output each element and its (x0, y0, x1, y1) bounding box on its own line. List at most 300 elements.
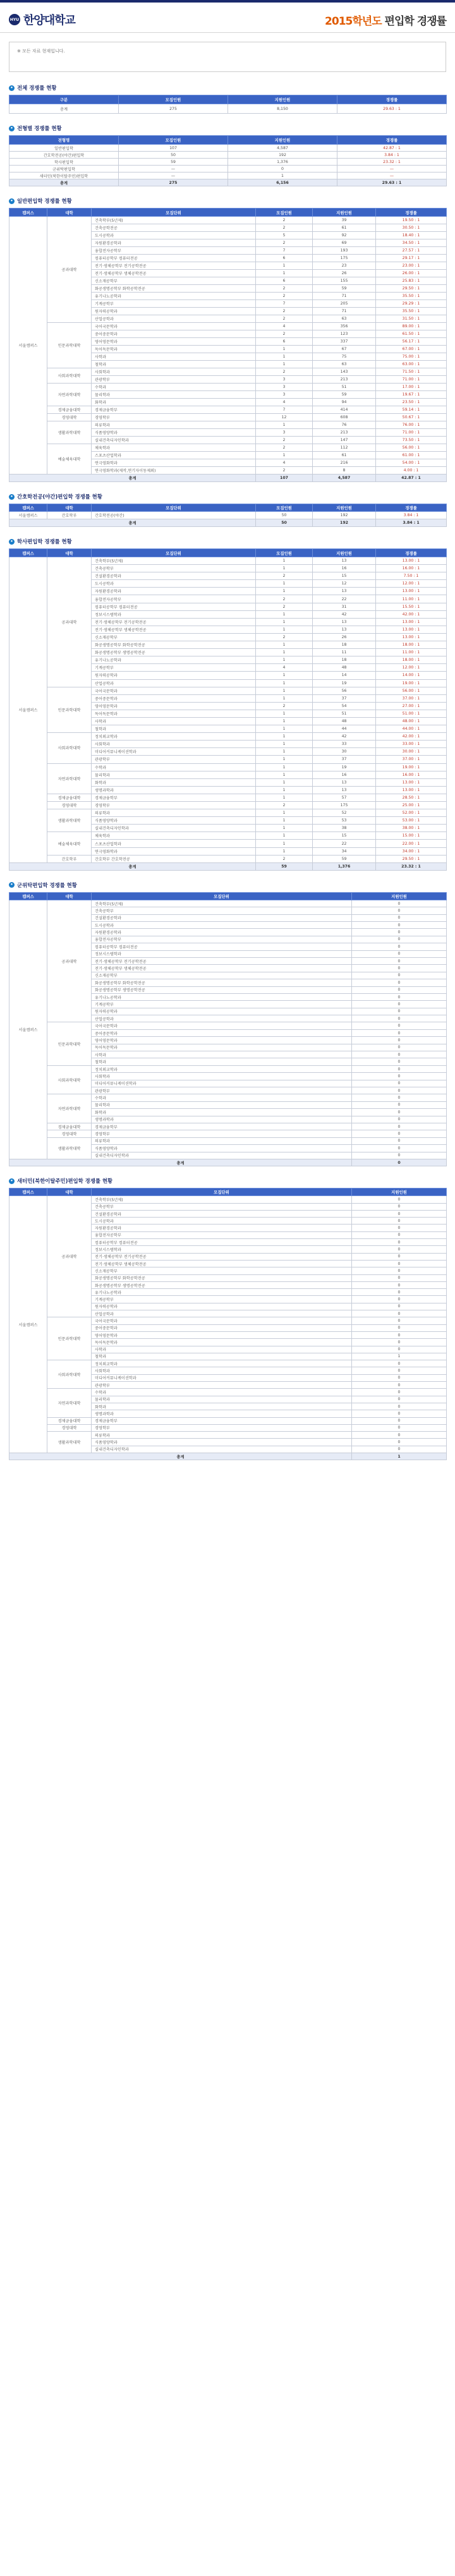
table-row (9, 159, 447, 166)
university-logo[interactable] (9, 11, 75, 28)
data-cell: 1 (256, 580, 313, 588)
rate-cell: 13.00 : 1 (376, 633, 447, 641)
unit-cell: 경제금융학부 (92, 1417, 352, 1424)
unit-cell: 화학과 (92, 778, 256, 786)
data-cell: 53 (313, 817, 376, 825)
column-header: 지원인원 (228, 95, 337, 104)
rate-cell: 42.87 : 1 (376, 475, 447, 482)
data-cell: 2 (256, 595, 313, 603)
data-cell: 13 (313, 778, 376, 786)
data-cell: 1 (256, 610, 313, 618)
section-title (9, 878, 446, 892)
unit-cell: 전기·생체공학부 생체공학전공 (92, 270, 256, 277)
data-cell: 0 (352, 1253, 447, 1260)
data-cell: 0 (352, 1037, 447, 1044)
data-cell: 22 (313, 595, 376, 603)
unit-cell: 관광학부 (92, 1382, 352, 1389)
unit-cell: 관광학부 (92, 376, 256, 384)
data-cell: 0 (352, 1317, 447, 1324)
unit-cell: 정치외교학과 (92, 1065, 352, 1072)
data-cell: 42 (313, 610, 376, 618)
data-cell: 175 (313, 802, 376, 809)
rate-cell: 67.00 : 1 (376, 346, 447, 353)
rate-cell: 71.00 : 1 (376, 429, 447, 437)
rate-cell: 29.63 : 1 (337, 104, 447, 114)
data-cell: 1 (228, 172, 337, 179)
data-cell: 0 (352, 1289, 447, 1296)
data-cell: 275 (119, 179, 228, 186)
data-cell: 12 (256, 414, 313, 421)
unit-cell: 독어독문학과 (92, 710, 256, 717)
data-cell: 50 (256, 512, 313, 519)
column-header: 경쟁률 (337, 95, 447, 104)
table-row (9, 1022, 447, 1029)
data-cell: 6 (256, 338, 313, 346)
unit-cell: 체육학과 (92, 444, 256, 452)
college-cell: 자연과학대학 (47, 1094, 92, 1123)
data-cell: 1 (256, 794, 313, 801)
data-cell: 192 (313, 519, 376, 527)
rate-cell: 50.67 : 1 (376, 414, 447, 421)
data-cell: 52 (313, 809, 376, 817)
rate-cell: 25.00 : 1 (376, 802, 447, 809)
data-cell: 1 (256, 262, 313, 270)
data-cell: 193 (313, 247, 376, 255)
data-cell: 총계 (9, 179, 119, 186)
data-cell: 0 (352, 1022, 447, 1029)
table-header-row (9, 549, 447, 557)
data-cell: 5 (256, 232, 313, 239)
campus-cell: 서울캠퍼스 (9, 217, 47, 475)
unit-cell: 융합전자공학부 (92, 1231, 352, 1238)
college-cell: 공과대학 (47, 1196, 92, 1317)
data-cell: 2 (256, 572, 313, 580)
data-cell: 61 (313, 452, 376, 459)
unit-cell: 전기·생체공학부 전기공학전공 (92, 957, 352, 964)
data-cell: 7 (256, 406, 313, 414)
rate-cell: 16.00 : 1 (376, 565, 447, 572)
table-row (9, 166, 447, 172)
data-cell: 18 (313, 656, 376, 664)
column-header: 모집인원 (119, 136, 228, 145)
table-row (9, 414, 447, 421)
unit-cell: 자원환경공학과 (92, 929, 352, 936)
table-row (9, 406, 447, 414)
rate-cell: 11.00 : 1 (376, 595, 447, 603)
column-header: 모집인원 (256, 504, 313, 512)
table-row (9, 1123, 447, 1130)
table-s5 (9, 548, 447, 871)
section-title (9, 194, 446, 208)
unit-cell: 스포츠산업학과 (92, 840, 256, 847)
data-cell: 1 (256, 725, 313, 733)
data-cell: 0 (352, 1218, 447, 1225)
data-cell: 4 (256, 399, 313, 406)
unit-cell: 생명과학과 (92, 1116, 352, 1123)
unit-cell: 수학과 (92, 763, 256, 771)
rate-cell: 27.00 : 1 (376, 702, 447, 710)
unit-cell: 기계공학부 (92, 1296, 352, 1303)
college-cell: 예술체육대학 (47, 444, 92, 475)
column-header: 모집단위 (92, 892, 352, 900)
data-cell: 1 (256, 588, 313, 595)
college-cell: 인문과학대학 (47, 1317, 92, 1360)
campus-cell: 서울캠퍼스 (9, 1196, 47, 1453)
data-cell: 1 (256, 840, 313, 847)
unit-cell: 미디어커뮤니케이션학과 (92, 748, 256, 756)
college-cell: 공과대학 (47, 900, 92, 1022)
college-cell: 생활과학대학 (47, 1432, 92, 1453)
total-row (9, 1453, 447, 1460)
table-header-row (9, 504, 447, 512)
rate-cell: 19.00 : 1 (376, 763, 447, 771)
college-cell: 경제금융대학 (47, 1417, 92, 1424)
data-cell: 92 (313, 232, 376, 239)
data-cell: 94 (313, 399, 376, 406)
data-cell: 13 (313, 786, 376, 794)
rate-cell: 13.00 : 1 (376, 786, 447, 794)
data-cell: 69 (313, 239, 376, 247)
rate-cell: 13.00 : 1 (376, 618, 447, 626)
unit-cell: 화학과 (92, 1403, 352, 1410)
data-cell: 0 (352, 1101, 447, 1108)
unit-cell: 의류학과 (92, 809, 256, 817)
data-cell: 1 (256, 421, 313, 429)
rate-cell: 19.50 : 1 (376, 217, 447, 224)
data-cell: 19 (313, 763, 376, 771)
unit-cell: 건설환경공학과 (92, 572, 256, 580)
data-cell: 0 (352, 1094, 447, 1101)
unit-cell: 기계공학부 (92, 300, 256, 308)
data-cell: 0 (352, 900, 447, 907)
data-cell: 1 (256, 270, 313, 277)
data-cell: 1 (256, 557, 313, 565)
data-cell: 275 (119, 104, 228, 114)
data-cell: 0 (352, 1196, 447, 1203)
data-cell: 48 (313, 664, 376, 672)
college-cell: 경제금융대학 (47, 406, 92, 414)
data-cell: 0 (352, 929, 447, 936)
data-cell: 0 (352, 965, 447, 972)
data-cell: 8,150 (228, 104, 337, 114)
data-cell: 205 (313, 300, 376, 308)
section-title-text: 간호학전공(야간)편입학 경쟁률 현황 (17, 493, 102, 500)
rate-cell: 52.00 : 1 (376, 809, 447, 817)
data-cell: 2 (256, 437, 313, 444)
unit-cell: 물리학과 (92, 1101, 352, 1108)
college-cell: 사회과학대학 (47, 368, 92, 384)
rate-cell: 44.00 : 1 (376, 725, 447, 733)
rate-cell: 29.63 : 1 (337, 179, 447, 186)
unit-cell: 국어국문학과 (92, 1022, 352, 1029)
data-cell: 6 (256, 255, 313, 262)
total-label: 총계 (9, 862, 256, 870)
college-cell: 자연과학대학 (47, 384, 92, 406)
table-header-row (9, 209, 447, 217)
data-cell: 2 (256, 467, 313, 475)
unit-cell: 도시공학과 (92, 1218, 352, 1225)
data-cell: 0 (352, 1432, 447, 1439)
rate-cell: 15.50 : 1 (376, 603, 447, 610)
column-header: 모집단위 (92, 1188, 352, 1196)
unit-cell: 독어독문학과 (92, 346, 256, 353)
column-header: 캠퍼스 (9, 504, 47, 512)
column-header: 대학 (47, 504, 92, 512)
data-cell: 2 (256, 330, 313, 338)
data-cell: 0 (352, 1331, 447, 1338)
rate-cell: 76.00 : 1 (376, 421, 447, 429)
college-cell: 생활과학대학 (47, 809, 92, 832)
table-row (9, 1094, 447, 1101)
rate-cell: 19.67 : 1 (376, 391, 447, 399)
data-cell: 군위탁편입학 (9, 166, 119, 172)
rate-cell: 26.00 : 1 (376, 270, 447, 277)
table-row (9, 557, 447, 565)
unit-cell: 원자력공학과 (92, 1303, 352, 1310)
rate-cell: 4.00 : 1 (376, 467, 447, 475)
data-cell: 0 (352, 993, 447, 1000)
data-cell: 2 (256, 308, 313, 315)
data-cell: 1 (256, 626, 313, 633)
data-cell: 2 (256, 368, 313, 376)
data-cell: 0 (352, 1403, 447, 1410)
data-cell: 0 (352, 1145, 447, 1152)
unit-cell: 중어중문학과 (92, 330, 256, 338)
data-cell: 0 (352, 1246, 447, 1253)
rate-cell: 18.00 : 1 (376, 656, 447, 664)
college-cell: 경제금융대학 (47, 794, 92, 801)
table-row (9, 802, 447, 809)
rate-cell: 42.87 : 1 (337, 145, 447, 152)
data-cell: 22 (313, 840, 376, 847)
data-cell: 0 (352, 979, 447, 986)
rate-cell: 12.00 : 1 (376, 580, 447, 588)
rate-cell: 13.00 : 1 (376, 588, 447, 595)
unit-cell: 건축공학부 (92, 907, 352, 914)
table-s2 (9, 135, 447, 186)
table-row (9, 1317, 447, 1324)
unit-cell: 사학과 (92, 1051, 352, 1058)
data-cell: 0 (352, 1310, 447, 1317)
table-row (9, 1417, 447, 1424)
table-row (9, 179, 447, 186)
table-s6 (9, 892, 447, 1166)
data-cell: 1 (256, 741, 313, 748)
data-cell: 0 (352, 1065, 447, 1072)
rate-cell: 71.50 : 1 (376, 368, 447, 376)
unit-cell: 산업공학과 (92, 315, 256, 323)
section-title-text: 일반편입학 경쟁률 현황 (17, 198, 72, 204)
data-cell: 1 (256, 618, 313, 626)
table-row (9, 421, 447, 429)
column-header: 경쟁률 (376, 549, 447, 557)
rate-cell: 28.50 : 1 (376, 794, 447, 801)
section-title (9, 490, 446, 504)
unit-cell: 의류학과 (92, 421, 256, 429)
column-header: 캠퍼스 (9, 892, 47, 900)
data-cell: 1 (256, 733, 313, 741)
rate-cell: 22.00 : 1 (376, 840, 447, 847)
unit-cell: 관광학부 (92, 1087, 352, 1094)
data-cell: 2 (256, 315, 313, 323)
table-row (9, 809, 447, 817)
data-cell: 6,156 (228, 179, 337, 186)
unit-cell: 융합전자공학부 (92, 936, 352, 943)
rate-cell: 51.00 : 1 (376, 710, 447, 717)
unit-cell: 화공생명공학부 생명공학전공 (92, 1281, 352, 1288)
column-header: 경쟁률 (376, 504, 447, 512)
data-cell: 14 (313, 672, 376, 679)
data-cell: 1 (256, 672, 313, 679)
unit-cell: 중어중문학과 (92, 1029, 352, 1036)
table-s3 (9, 208, 447, 482)
data-cell: 0 (352, 1374, 447, 1381)
column-header: 모집인원 (119, 95, 228, 104)
unit-cell: 경영학부 (92, 414, 256, 421)
data-cell: 2 (256, 702, 313, 710)
unit-cell: 정보시스템학과 (92, 1246, 352, 1253)
college-cell: 예술체육대학 (47, 832, 92, 855)
unit-cell: 유기나노공학과 (92, 993, 352, 1000)
data-cell: 0 (352, 1087, 447, 1094)
college-cell: 인문과학대학 (47, 1022, 92, 1065)
column-header: 구분 (9, 95, 119, 104)
rate-cell: 56.17 : 1 (376, 338, 447, 346)
data-cell: 71 (313, 293, 376, 300)
unit-cell: 컴퓨터공학부 컴퓨터전공 (92, 603, 256, 610)
total-row (9, 519, 447, 527)
data-cell: 0 (352, 957, 447, 964)
unit-cell: 스포츠산업학과 (92, 452, 256, 459)
college-cell: 공과대학 (47, 217, 92, 323)
table-row (9, 794, 447, 801)
unit-cell: 건설환경공학과 (92, 1210, 352, 1217)
data-cell: 0 (352, 1360, 447, 1367)
unit-cell: 영어영문학과 (92, 702, 256, 710)
unit-cell: 생명과학과 (92, 1410, 352, 1417)
column-header: 모집단위 (92, 209, 256, 217)
data-cell: 0 (352, 986, 447, 993)
section-title (9, 535, 446, 548)
data-cell: 155 (313, 277, 376, 285)
data-cell: 2 (256, 444, 313, 452)
unit-cell: 유기나노공학과 (92, 293, 256, 300)
campus-cell: 서울캠퍼스 (9, 512, 47, 519)
rate-cell: 37.00 : 1 (376, 694, 447, 702)
table-row (9, 104, 447, 114)
unit-cell: 사학과 (92, 353, 256, 361)
unit-cell: 원자력공학과 (92, 672, 256, 679)
data-cell: 3 (256, 391, 313, 399)
data-cell: 0 (352, 1109, 447, 1116)
unit-cell: 융합전자공학부 (92, 247, 256, 255)
college-cell: 사회과학대학 (47, 1065, 92, 1094)
data-cell: 213 (313, 429, 376, 437)
unit-cell: 전기·생체공학부 전기공학전공 (92, 1253, 352, 1260)
table-row (9, 1424, 447, 1431)
data-cell: 2 (256, 855, 313, 862)
data-cell: 107 (119, 145, 228, 152)
data-cell: 3 (256, 376, 313, 384)
data-cell: 2 (256, 293, 313, 300)
data-cell: 1 (256, 847, 313, 855)
table-row (9, 368, 447, 376)
data-cell: 0 (352, 1008, 447, 1015)
data-cell: 2 (256, 285, 313, 293)
unit-cell: 영어영문학과 (92, 338, 256, 346)
unit-cell: 건설환경공학과 (92, 914, 352, 921)
data-cell: 0 (352, 936, 447, 943)
data-cell: 63 (313, 315, 376, 323)
data-cell: 76 (313, 421, 376, 429)
section-s1 (9, 81, 446, 114)
unit-cell: 산업공학과 (92, 679, 256, 687)
unit-cell: 건축학부(5년제) (92, 217, 256, 224)
data-cell: 2 (256, 633, 313, 641)
table-row (9, 1130, 447, 1137)
data-cell: 1 (256, 771, 313, 778)
table-header-row (9, 95, 447, 104)
data-cell: 1 (352, 1453, 447, 1460)
data-cell: 2 (256, 802, 313, 809)
data-cell: 1 (256, 756, 313, 763)
data-cell: 1 (256, 649, 313, 656)
rate-cell: 7.50 : 1 (376, 572, 447, 580)
data-cell: 39 (313, 217, 376, 224)
data-cell: 15 (313, 832, 376, 840)
data-cell: 414 (313, 406, 376, 414)
data-cell: 0 (352, 1080, 447, 1087)
unit-cell: 사회학과 (92, 1367, 352, 1374)
data-cell: 59 (256, 862, 313, 870)
column-header: 모집단위 (92, 504, 256, 512)
rate-cell: 23.32 : 1 (376, 862, 447, 870)
column-header: 캠퍼스 (9, 1188, 47, 1196)
rate-cell: 63.00 : 1 (376, 361, 447, 368)
rate-cell: 56.00 : 1 (376, 444, 447, 452)
unit-cell: 자원환경공학과 (92, 1225, 352, 1231)
data-cell: 57 (313, 794, 376, 801)
data-cell: 0 (352, 1123, 447, 1130)
unit-cell: 체육학과 (92, 832, 256, 840)
table-row (9, 1137, 447, 1144)
data-cell: 2 (256, 239, 313, 247)
rate-cell: 73.50 : 1 (376, 437, 447, 444)
unit-cell: 원자력공학과 (92, 308, 256, 315)
data-cell: — (119, 166, 228, 172)
unit-cell: 철학과 (92, 1353, 352, 1360)
section-s2 (9, 121, 446, 186)
sections-container (0, 81, 455, 1460)
unit-cell: 식품영양학과 (92, 817, 256, 825)
unit-cell: 건축학부(5년제) (92, 557, 256, 565)
data-cell: 0 (352, 950, 447, 957)
unit-cell: 연극영화학과(제작,연기자이동제외) (92, 467, 256, 475)
rate-cell: 3.84 : 1 (337, 152, 447, 159)
data-cell: 0 (352, 1015, 447, 1022)
data-cell: 0 (352, 1274, 447, 1281)
unit-cell: 건축공학부 (92, 565, 256, 572)
data-cell: 50 (119, 152, 228, 159)
data-cell: 0 (352, 1051, 447, 1058)
section-bullet-icon: • (9, 1178, 15, 1184)
data-cell: 34 (313, 847, 376, 855)
data-cell: 6 (256, 277, 313, 285)
rate-cell: 17.00 : 1 (376, 384, 447, 391)
unit-cell: 수학과 (92, 1389, 352, 1396)
data-cell: 1 (256, 763, 313, 771)
campus-cell: 서울캠퍼스 (9, 900, 47, 1159)
